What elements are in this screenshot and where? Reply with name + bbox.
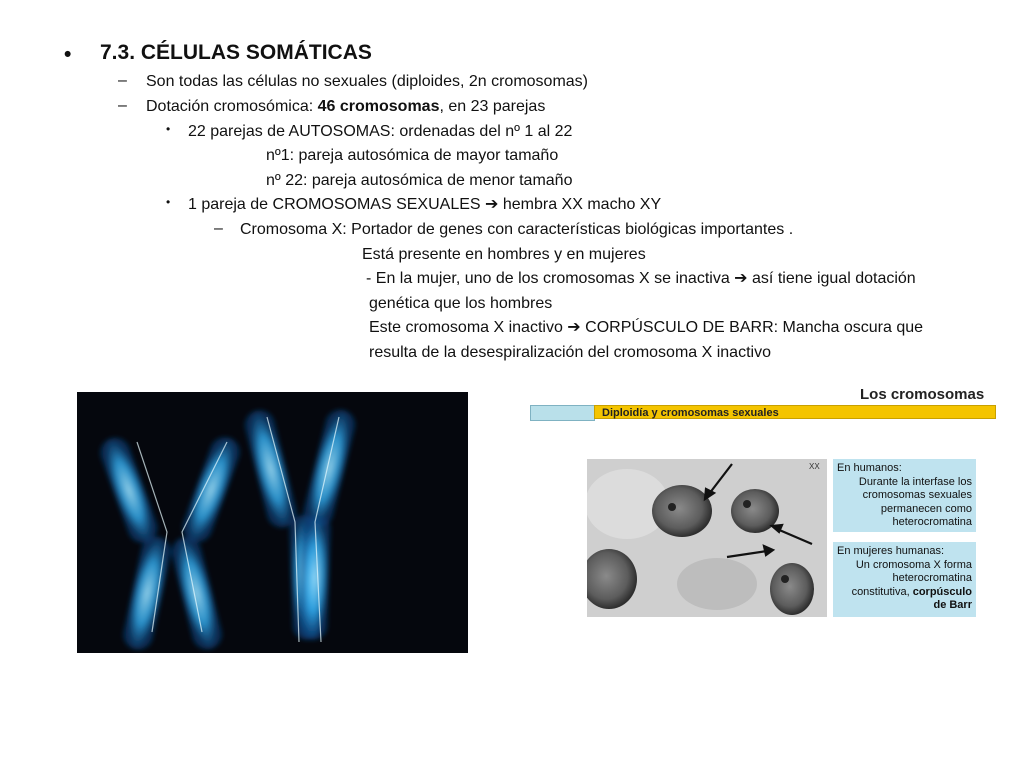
info-box-women-line: constitutiva, corpúsculo xyxy=(851,585,972,598)
micrograph-illustration xyxy=(587,459,827,617)
dash-1: – xyxy=(118,72,127,89)
text-line-12: resulta de la desespiralización del cromosoma X inactivo xyxy=(369,344,771,361)
x-chromosome xyxy=(96,433,244,653)
info-box-humans-line: Durante la interfase los xyxy=(858,475,972,488)
text-line-2: Dotación cromosómica: 46 cromosomas, en 23 parejas xyxy=(146,98,546,115)
text-line-10: genética que los hombres xyxy=(369,295,553,312)
info-box-humans-line: heterocromatina xyxy=(892,516,972,528)
info-box-women-line: Un cromosoma X forma xyxy=(855,558,972,571)
text-line-7: Cromosoma X: Portador de genes con características biológicas importantes . xyxy=(240,221,794,238)
info-box-women-line: heterocromatina xyxy=(892,572,972,584)
info-box-humans-title: En humanos: xyxy=(837,462,902,474)
chromosome-count: 46 cromosomas xyxy=(317,98,440,115)
text-line-1: Son todas las células no sexuales (diploides, 2n cromosomas) xyxy=(146,73,589,90)
text-line-5: nº 22: pareja autosómica de menor tamaño xyxy=(266,172,573,189)
dash-7: – xyxy=(214,220,223,237)
text-line-9: - En la mujer, uno de los cromosomas X se inactiva ➔ así tiene igual dotación xyxy=(366,270,916,287)
figure-section-bar: Diploidía y cromosomas sexuales xyxy=(594,405,996,419)
y-chromosome xyxy=(242,407,359,641)
bullet-6: • xyxy=(166,195,171,209)
info-box-women-line: de Barr xyxy=(933,599,972,611)
arrow-icon: ➔ xyxy=(485,196,499,213)
info-box-humans xyxy=(833,459,976,532)
xy-chromosome-photo xyxy=(77,392,468,653)
title-bullet: • xyxy=(64,43,72,66)
xy-chromosome-illustration xyxy=(77,392,468,653)
page-title: 7.3. CÉLULAS SOMÁTICAS xyxy=(100,41,372,64)
arrow-icon: ➔ xyxy=(734,270,748,287)
info-box-humans-line: cromosomas sexuales xyxy=(862,489,972,501)
dash-2: – xyxy=(118,97,127,114)
text-line-11: Este cromosoma X inactivo ➔ CORPÚSCULO DE BARR: Mancha oscura que xyxy=(369,319,924,336)
text-line-6: 1 pareja de CROMOSOMAS SEXUALES ➔ hembra XX macho XY xyxy=(188,196,662,213)
info-box-women-title: En mujeres humanas: xyxy=(837,545,944,557)
arrow-icon: ➔ xyxy=(567,319,581,336)
figure-bar-tab xyxy=(530,405,595,421)
info-box-humans-line: permanecen como xyxy=(880,502,972,515)
text-line-4: nº1: pareja autosómica de mayor tamaño xyxy=(266,147,559,164)
bullet-3: • xyxy=(166,122,171,136)
micrograph-label: XX xyxy=(809,462,820,471)
figure-heading: Los cromosomas xyxy=(860,386,985,403)
info-box-women xyxy=(833,542,976,617)
barr-body-micrograph xyxy=(587,459,827,617)
text-line-8: Está presente en hombres y en mujeres xyxy=(362,246,646,263)
text-line-3: 22 parejas de AUTOSOMAS: ordenadas del nº 1 al 22 xyxy=(188,123,573,140)
